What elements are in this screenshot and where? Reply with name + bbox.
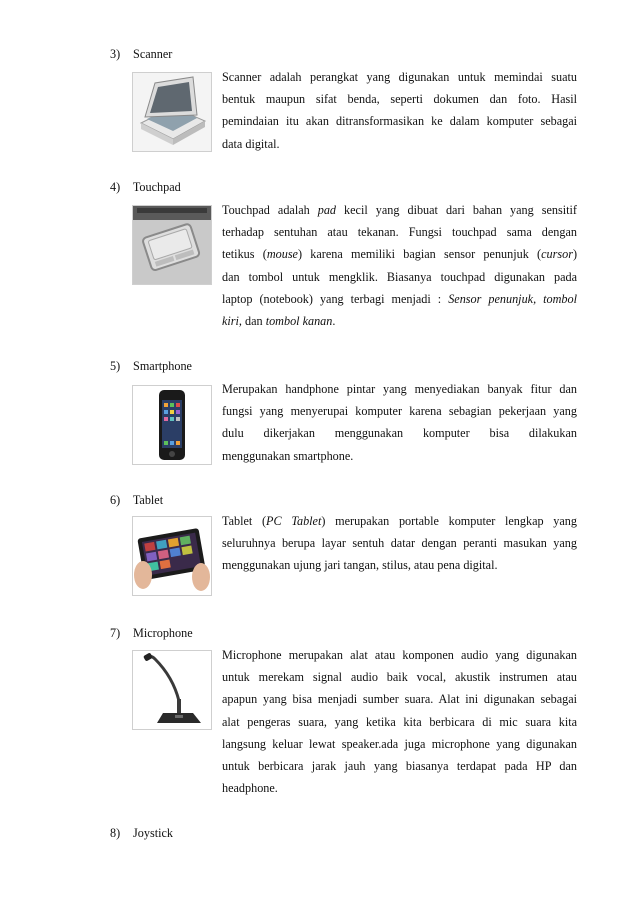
- heading-title: Smartphone: [133, 359, 192, 373]
- italic-term: Sensor penunjuk, tombol: [448, 291, 577, 306]
- text-line: pemindaian itu akan ditransformasikan ke dalam komputer sebagai: [222, 114, 577, 129]
- smartphone-image: [132, 385, 212, 465]
- heading-microphone: [110, 626, 193, 641]
- text-line: Microphone merupakan alat atau komponen audio yang digunakan: [222, 648, 577, 662]
- italic-term: PC Tablet: [266, 514, 322, 528]
- heading-tablet: [110, 493, 163, 508]
- tablet-image: [132, 516, 212, 596]
- heading-title: Tablet: [132, 493, 164, 507]
- heading-number: 8): [110, 826, 121, 840]
- heading-number: 5): [110, 359, 121, 373]
- touchpad-image: [132, 205, 212, 285]
- microphone-image: [132, 650, 212, 730]
- text-line: kiri, dan tombol kanan.: [222, 313, 336, 328]
- heading-number: 4): [110, 180, 121, 194]
- text-line: menggunakan smartphone.: [222, 448, 354, 463]
- text-line: dulu dikerjakan menggunakan komputer bisa dilakukan: [222, 426, 577, 441]
- text-line: laptop (notebook) yang terbagi menjadi : Sensor penunjuk, tombol: [222, 291, 577, 306]
- text-line: untuk berbicara jarak jauh yang biasanya terdapat pada HP dan: [222, 758, 577, 773]
- heading-title: Scanner: [133, 47, 173, 61]
- heading-number: 6): [110, 493, 121, 507]
- text-line: seluruhnya berupa layar sentuh datar dengan peranti masukan yang: [222, 536, 577, 551]
- heading-scanner: [110, 47, 172, 62]
- heading-title: Joystick: [133, 826, 173, 840]
- italic-term: pad: [317, 203, 337, 217]
- heading-title: Microphone: [133, 626, 193, 640]
- text-line: data digital.: [222, 136, 280, 151]
- italic-term: tombol kanan: [265, 313, 333, 328]
- italic-term: kiri,: [222, 313, 242, 328]
- text-line: Tablet (PC Tablet) merupakan portable komputer lengkap yang: [222, 514, 577, 528]
- text-line: menggunakan ujung jari tangan, stilus, atau pena digital.: [222, 558, 498, 573]
- text-line: fungsi yang menyerupai komputer karena sebagian pekerjaan yang: [222, 404, 577, 419]
- italic-term: cursor: [541, 247, 573, 262]
- microphone-description: [222, 644, 577, 799]
- text-line: alat pengeras suara, yang ketika kita berbicara di mic suara kita: [222, 714, 577, 729]
- text-line: headphone.: [222, 781, 278, 796]
- heading-smartphone: [110, 359, 192, 374]
- tablet-description: [222, 510, 577, 577]
- touchpad-description: [222, 199, 577, 332]
- text-line: Scanner adalah perangkat yang digunakan untuk memindai suatu: [222, 70, 577, 84]
- text-line: Merupakan handphone pintar yang menyediakan banyak fitur dan: [222, 382, 577, 396]
- scanner-description: [222, 66, 577, 155]
- heading-number: 7): [110, 626, 121, 640]
- text-line: untuk merekam signal audio baik vocal, akustik instrumen atau: [222, 670, 577, 685]
- heading-number: 3): [110, 47, 121, 61]
- text-line: dan tombol untuk mengklik. Biasanya touchpad digunakan pada: [222, 269, 577, 284]
- text-line: terhadap sentuhan atau tekanan. Fungsi touchpad sama dengan: [222, 225, 577, 240]
- smartphone-description: [222, 378, 577, 467]
- italic-term: mouse: [266, 247, 298, 262]
- text-line: bentuk maupun sifat benda, seperti dokumen dan foto. Hasil: [222, 92, 577, 107]
- scanner-image: [132, 72, 212, 152]
- heading-joystick: [110, 826, 173, 841]
- text-line: Touchpad adalah pad kecil yang dibuat dari bahan yang sensitif: [222, 203, 577, 217]
- heading-touchpad: [110, 180, 181, 195]
- text-line: tetikus (mouse) karena memiliki bagian sensor penunjuk (cursor): [222, 247, 577, 262]
- text-line: langsung keluar lewat speaker.ada juga microphone yang digunakan: [222, 736, 577, 751]
- text-line: apapun yang bisa menjadi sumber suara. Alat ini digunakan sebagai: [222, 692, 577, 707]
- heading-title: Touchpad: [132, 180, 181, 194]
